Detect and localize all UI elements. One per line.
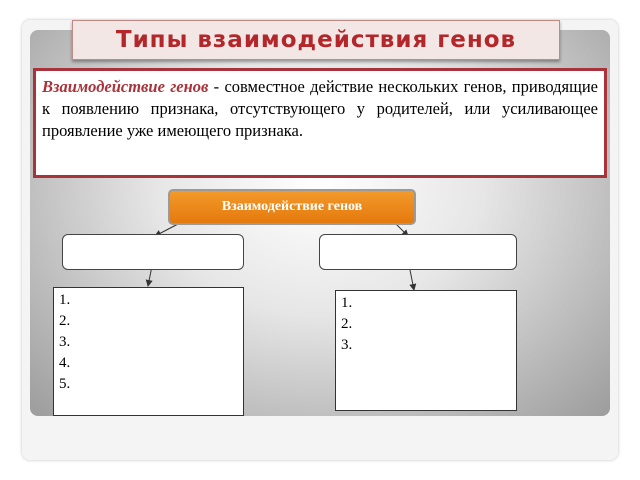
right-list-item: 2. [341,316,353,332]
right-category-box [319,234,517,270]
left-category-box [62,234,244,270]
right-list-item: 1. [341,295,353,311]
right-list-box [335,290,517,411]
left-list-item: 3. [59,334,71,350]
left-list-item: 4. [59,355,71,371]
left-list-box [53,287,244,416]
root-node-label: Взаимодействие генов [221,199,363,214]
arrow-right-to-list [410,270,414,290]
left-list-item: 1. [59,292,71,308]
definition-term: Взаимодействие генов [42,77,209,96]
right-list-item: 3. [341,337,353,353]
slide-title-text: Типы взаимодействия генов [115,27,517,53]
left-list-item: 2. [59,313,71,329]
left-list-item: 5. [59,376,71,392]
definition-text: - совместное действие нескольких генов, приводящие к появлению признака, отсутствующего у родителей, или усиливающее проявление уже имеющего признака. [42,77,599,140]
root-node [168,189,416,225]
